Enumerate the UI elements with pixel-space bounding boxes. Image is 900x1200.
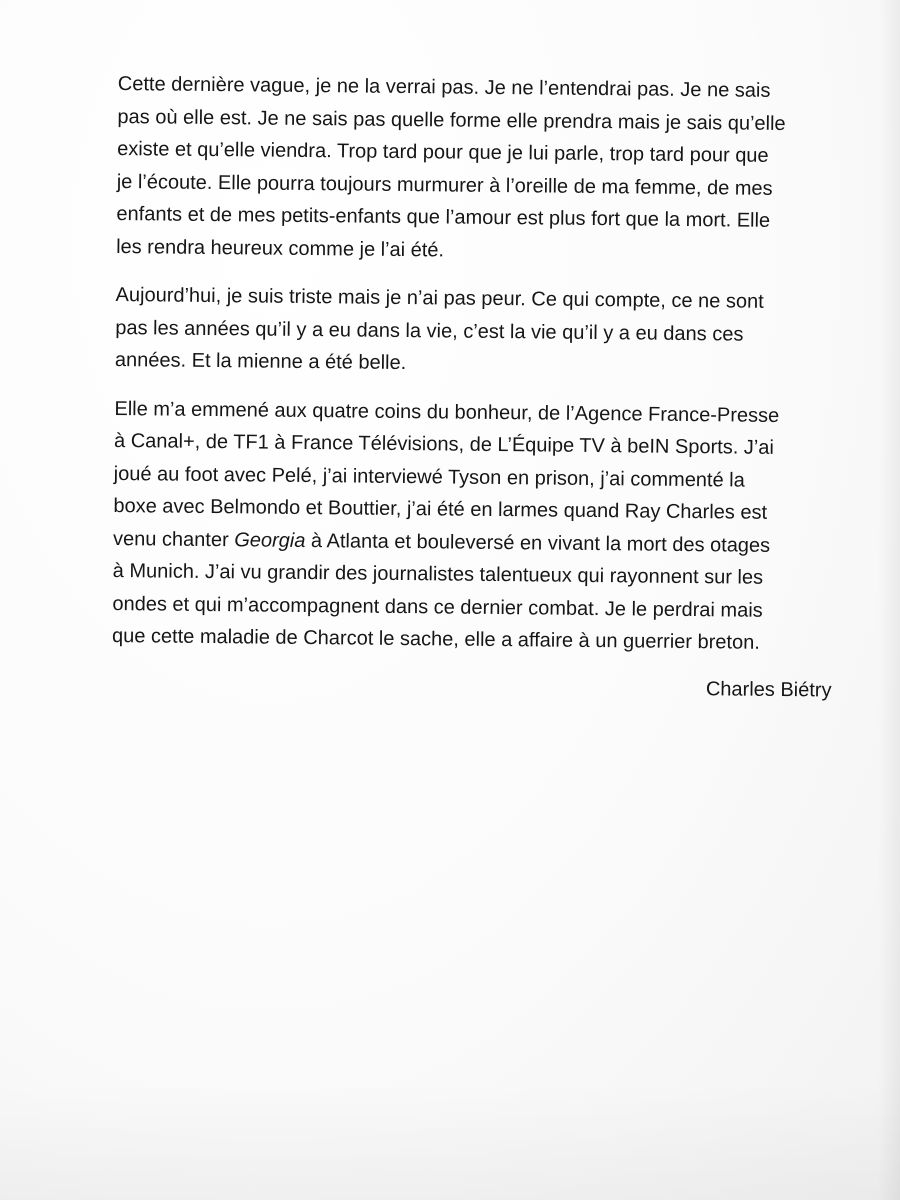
paragraph-1: [116, 68, 838, 271]
text-line: existe et qu’elle viendra. Trop tard pour que je lui parle, trop tard pour que: [117, 137, 769, 167]
text-line: je l’écoute. Elle pourra toujours murmurer à l’oreille de ma femme, de mes: [116, 170, 773, 200]
text-fragment: à Atlanta et bouleversé en vivant la mort des otages: [305, 529, 771, 557]
text-line: joué au foot avec Pelé, j’ai interviewé Tyson en prison, j’ai commenté la: [113, 462, 745, 492]
text-line: années. Et la mienne a été belle.: [114, 348, 407, 375]
page-edge-shadow: [878, 0, 900, 1200]
text-line: pas les années qu’il y a eu dans la vie, c’est la vie qu’il y a eu dans ces: [115, 316, 744, 346]
author-signature: Charles Biétry: [705, 677, 832, 702]
text-line: Cette dernière vague, je ne la verrai pas. Je ne l’entendrai pas. Je ne sais: [117, 72, 771, 102]
text-block: [111, 68, 838, 707]
text-fragment: venu chanter: [112, 527, 235, 551]
text-line: ondes et qui m’accompagnent dans ce dernier combat. Je le perdrai mais: [112, 592, 763, 622]
text-line: que cette maladie de Charcot le sache, elle a affaire à un guerrier breton.: [111, 624, 760, 654]
text-line: enfants et de mes petits-enfants que l’amour est plus fort que la mort. Elle: [116, 202, 771, 232]
text-line: les rendra heureux comme je l’ai été.: [116, 235, 445, 261]
paragraph-3: [112, 392, 835, 660]
song-title: Georgia: [234, 528, 306, 552]
paragraph-2: [115, 279, 836, 384]
text-line: Elle m’a emmené aux quatre coins du bonheur, de l’Agence France-Presse: [114, 397, 780, 427]
text-line: Aujourd’hui, je suis triste mais je n’ai pas peur. Ce qui compte, ce ne sont: [115, 283, 764, 313]
text-line: pas où elle est. Je ne sais pas quelle forme elle prendra mais je sais qu’elle: [117, 105, 786, 135]
text-line: à Munich. J’ai vu grandir des journalistes talentueux qui rayonnent sur les: [112, 559, 764, 589]
page-bottom-shadow: [0, 1080, 900, 1200]
text-line: boxe avec Belmondo et Bouttier, j’ai été en larmes quand Ray Charles est: [113, 494, 768, 524]
text-line: à Canal+, de TF1 à France Télévisions, de L’Équipe TV à beIN Sports. J’ai: [113, 429, 775, 459]
